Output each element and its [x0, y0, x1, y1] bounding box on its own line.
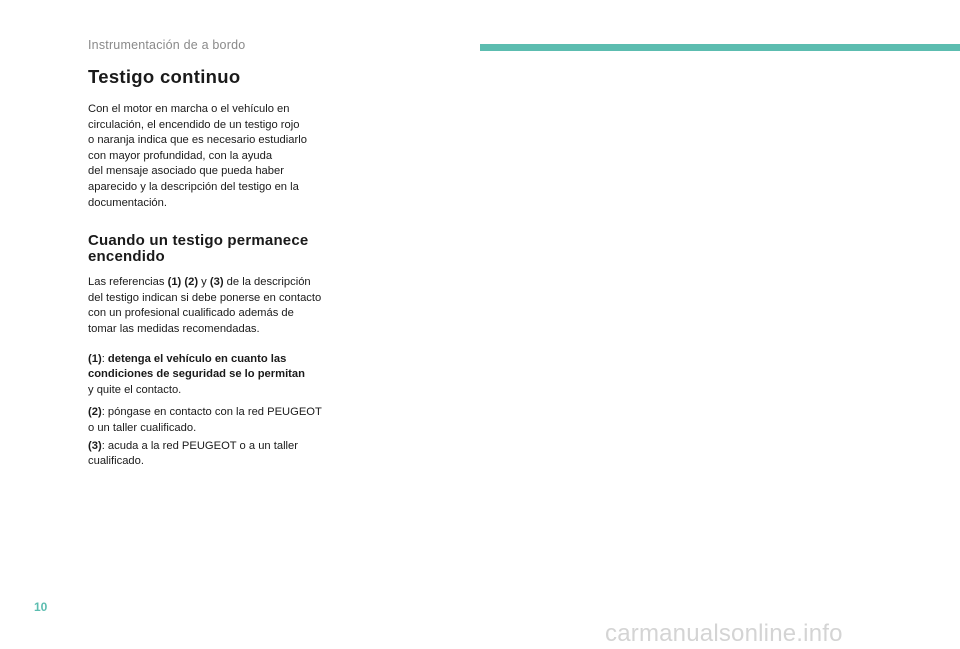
ref-separator: : — [101, 439, 108, 452]
ref-1-2-inline: (1) (2) — [167, 276, 199, 289]
ref-bold-text: detenga el vehículo en cuanto las condiciones de seguridad se lo permitan — [88, 352, 305, 381]
ref-label: (2) — [88, 406, 102, 419]
ref-separator: : — [101, 406, 108, 419]
list-item-ref-3 — [88, 439, 350, 470]
header-accent-bar — [480, 44, 960, 51]
section-title-testigo-continuo: Testigo continuo — [88, 66, 241, 87]
ref-separator: : — [101, 352, 108, 365]
intro-text-and: y — [198, 276, 210, 289]
main-content — [88, 66, 350, 470]
section-header: Instrumentación de a bordo — [88, 38, 246, 52]
ref-3-inline: (3) — [209, 276, 224, 289]
list-item-ref-1 — [88, 352, 350, 399]
section-paragraph-testigo-continuo: Con el motor en marcha o el vehículo en circulación, el encendido de un testigo rojo o naranja indica que es necesario estudiarlo con mayor profundidad, con la ayuda del mensaje asociado que pueda haber aparecido y la descripción del testigo en la documentación. — [88, 103, 307, 209]
list-item-ref-2 — [88, 405, 350, 436]
ref-text: acuda a la red PEUGEOT o a un taller cualificado. — [88, 439, 298, 468]
intro-text-before: Las referencias — [88, 276, 168, 289]
watermark: carmanualsonline.info — [605, 620, 843, 647]
ref-text: póngase en contacto con la red PEUGEOT o un taller cualificado. — [88, 406, 322, 434]
page-number: 10 — [34, 600, 48, 614]
references-paragraph — [88, 275, 350, 337]
section-title-testigo-permanece: Cuando un testigo permanece encendido — [88, 232, 309, 266]
intro-text-after: de la descripción del testigo indican si debe ponerse en contacto con un profesional cualificado además de tomar las medidas recomendadas. — [88, 276, 322, 335]
ref-text: y quite el contacto. — [88, 383, 182, 396]
ref-label: (1) — [88, 352, 102, 365]
ref-label: (3) — [88, 439, 102, 452]
